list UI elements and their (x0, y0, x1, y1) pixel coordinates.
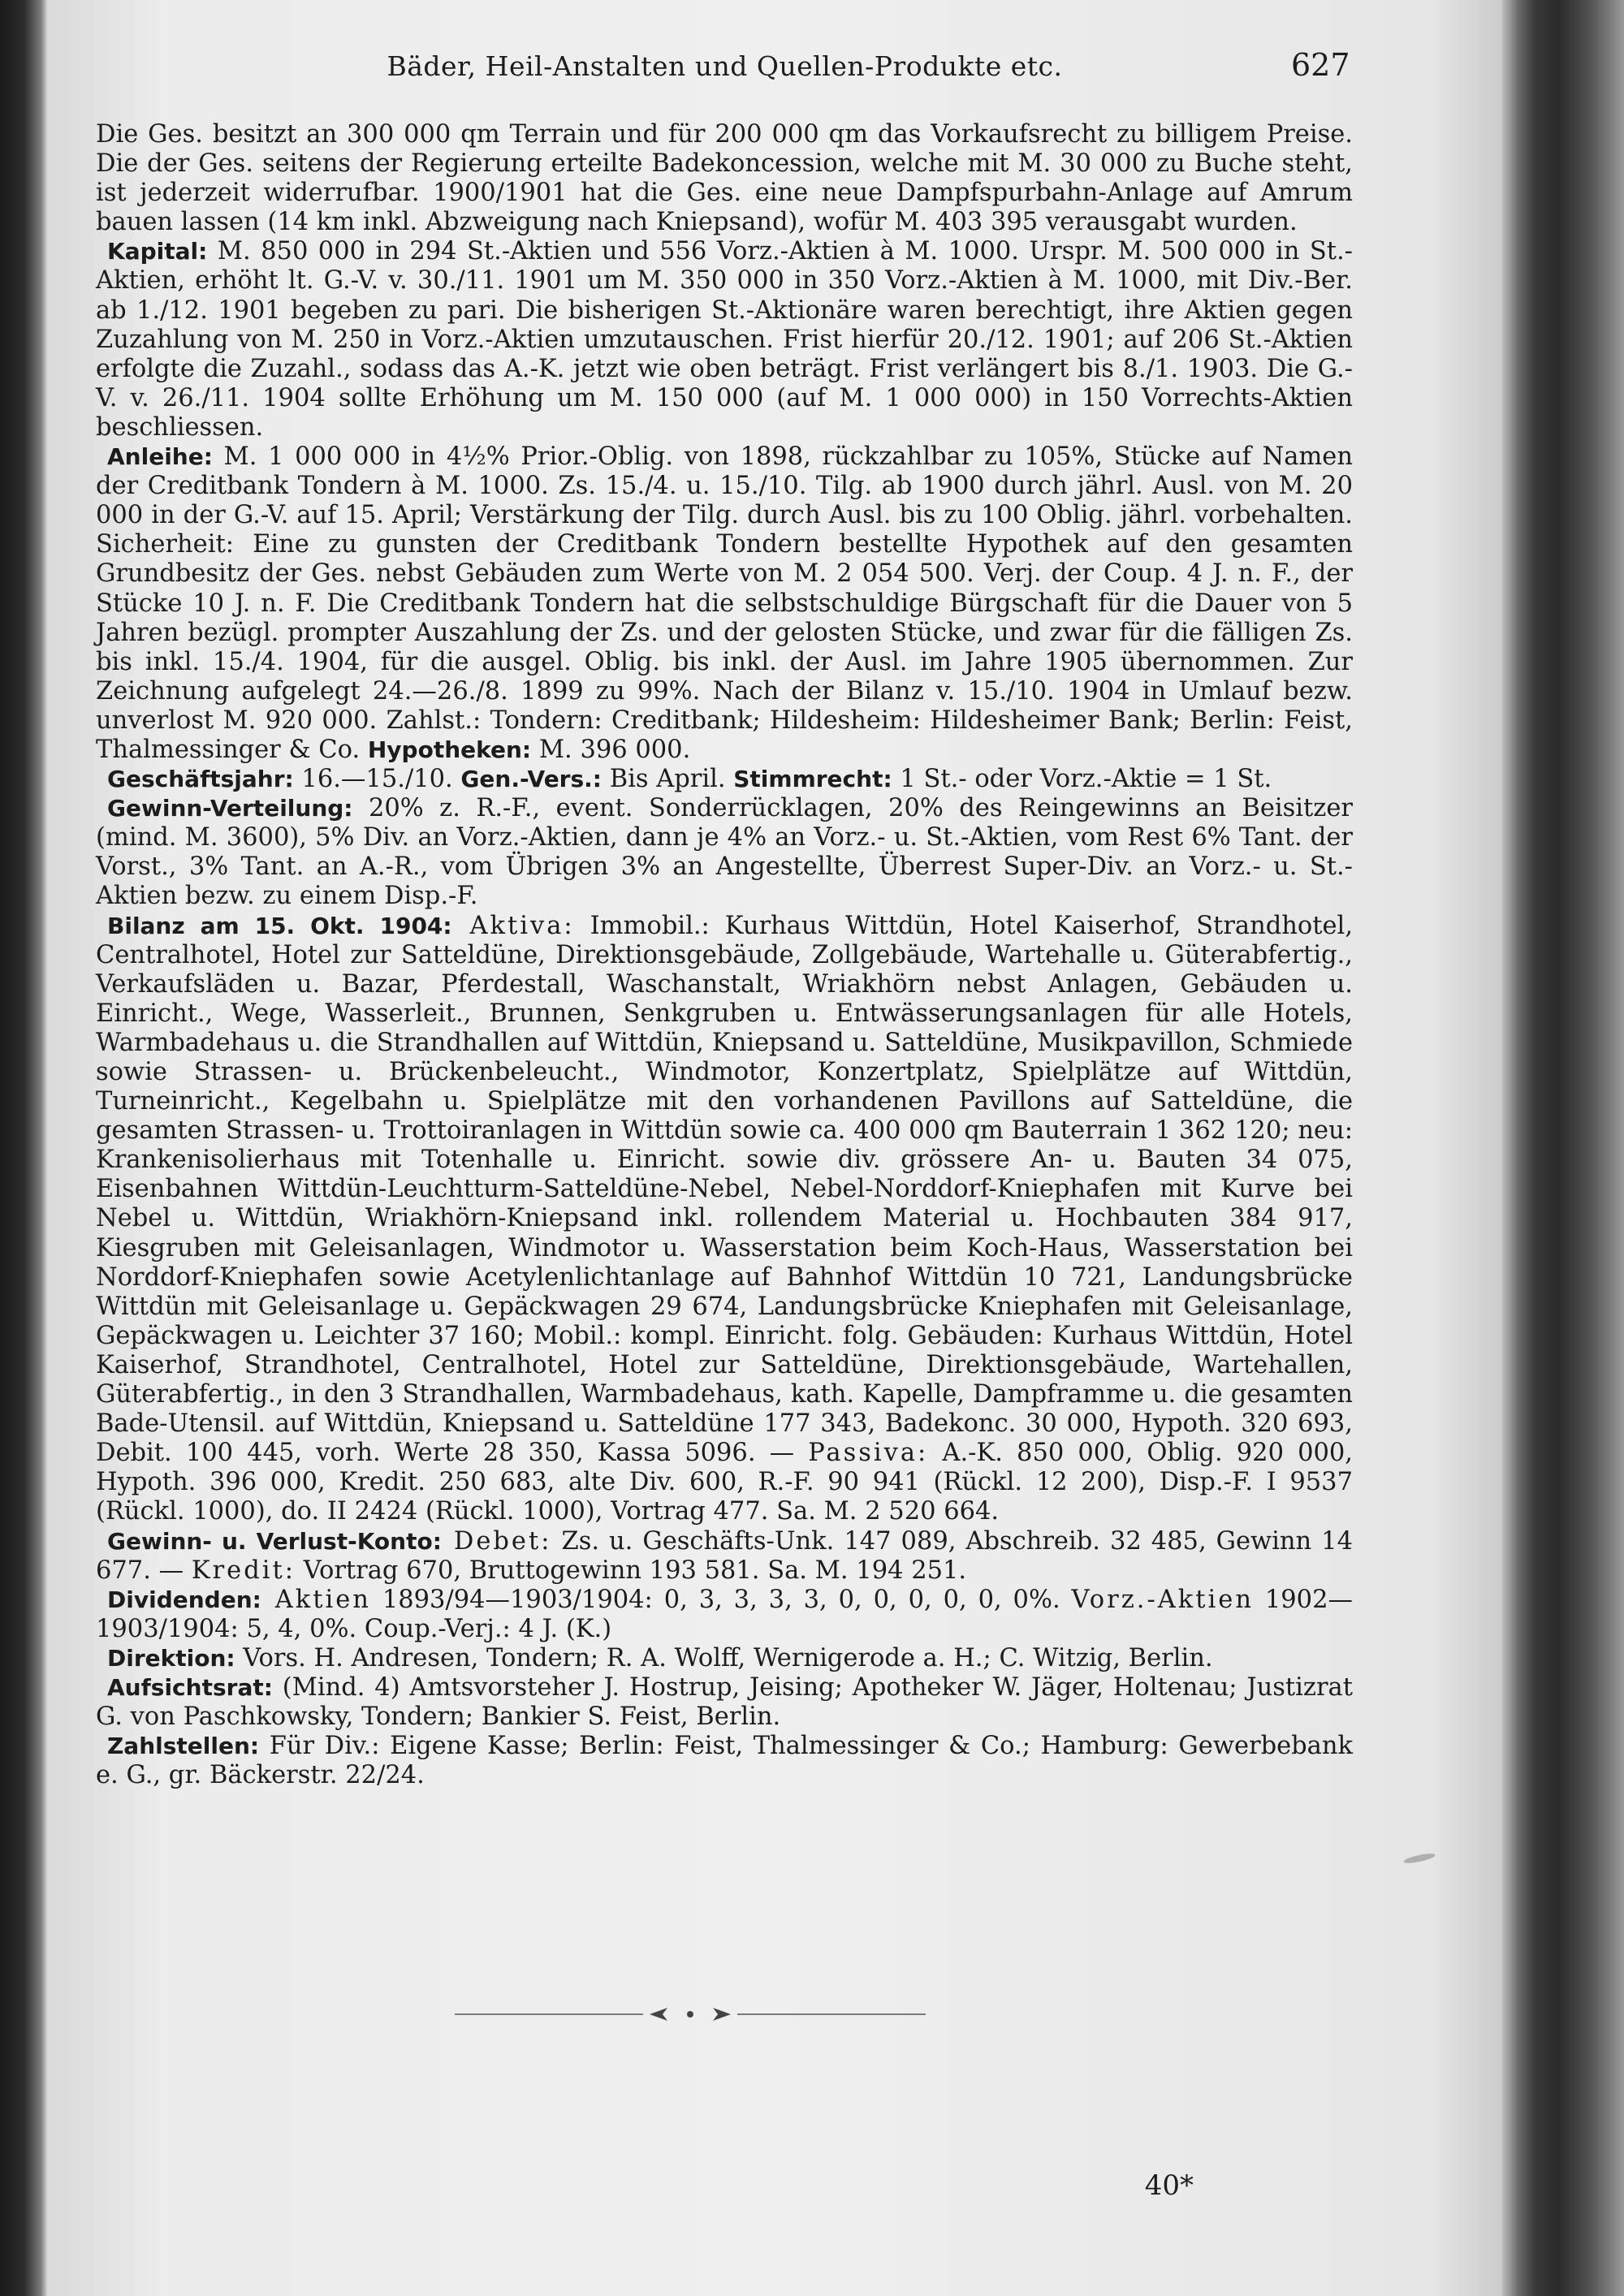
paragraph-kapital (96, 237, 1353, 442)
text-run: M. 396 000. (531, 735, 691, 764)
text-run: Für Div.: Eigene Kasse; Berlin: Feist, Thalmessinger & Co.; Hamburg: Gewerbebank e. G., gr. Bäckerstr. 22/24. (96, 1732, 1353, 1790)
page-number: 627 (1291, 47, 1350, 83)
section-label: Dividenden: (107, 1586, 261, 1613)
spaced-label: Aktiva: (451, 911, 575, 940)
spaced-label: Kredit: (191, 1556, 296, 1585)
scan-shadow-right (1502, 0, 1624, 2296)
section-label: Stimmrecht: (733, 766, 892, 793)
text-run: M. 1 000 000 in 4½% Prior.-Oblig. von 1898, rückzahlbar zu 105%, Stücke auf Namen der Creditbank Tondern à M. 1000. Zs. 15./4. u. 15./10. Tilg. ab 1900 durch jährl. Ausl. von M. 20 000 in der G.-V. auf 15. April; Verstärkung der Tilg. durch Ausl. bis zu 100 Oblig. jährl. vorbehalten. Sicherheit: Eine zu gunsten der Creditbank Tondern bestellte Hypothek auf den gesamten Grundbesitz der Ges. nebst Gebäuden zum Werte von M. 2 054 500. Verj. der Coup. 4 J. n. F., der Stücke 10 J. n. F. Die Creditbank Tondern hat die selbstschuldige Bürgschaft für die Dauer von 5 Jahren bezügl. prompter Auszahlung der Zs. und der gelosten Stücke, und zwar für die fälligen Zs. bis inkl. 15./4. 1904, für die ausgel. Oblig. bis inkl. der Ausl. im Jahre 1905 übernommen. Zur Zeichnung aufgelegt 24.—26./8. 1899 zu 99%. Nach der Bilanz v. 15./10. 1904 in Umlauf bezw. unverlost M. 920 000. Zahlst.: Tondern: Creditbank; Hildesheim: Hildesheimer Bank; Berlin: Feist, Thalmessinger & Co. (96, 442, 1353, 764)
section-label: Geschäftsjahr: (107, 766, 294, 793)
text-run: 16.—15./10. (293, 765, 461, 794)
paragraph-anleihe (96, 442, 1353, 765)
signature-mark: 40* (1144, 2169, 1194, 2202)
scan-shadow-left (0, 0, 47, 2296)
running-title: Bäder, Heil-Anstalten und Quellen-Produkte etc. (387, 50, 1063, 82)
text-run: 1902—1903/1904: 5, 4, 0%. Coup.-Verj.: 4 J. (K.) (96, 1585, 1353, 1643)
text-run: Vortrag 670, Bruttogewinn 193 581. Sa. M. 194 251. (296, 1556, 967, 1585)
section-label: Gewinn- u. Verlust-Konto: (107, 1527, 442, 1555)
text-run: 1893/94—1903/1904: 0, 3, 3, 3, 3, 0, 0, 0, 0, 0, 0%. (370, 1585, 1072, 1614)
paragraph-guv (96, 1527, 1353, 1586)
ornamental-divider (455, 2002, 926, 2026)
paragraph-zahl (96, 1732, 1353, 1790)
paragraph-gesch (96, 765, 1353, 794)
section-label: Anleihe: (107, 443, 213, 471)
text-run: (Mind. 4) Amtsvorsteher J. Hostrup, Jeising; Apotheker W. Jäger, Holtenau; Justizrat G. von Paschkowsky, Tondern; Bankier S. Feist, Berlin. (96, 1672, 1353, 1732)
text-run: 1 St.- oder Vorz.-Aktie = 1 St. (892, 765, 1272, 794)
paragraph-bilanz (96, 912, 1353, 1527)
section-label: Hypotheken: (367, 736, 532, 763)
paragraph-terrain (96, 120, 1353, 237)
section-label: Direktion: (107, 1644, 235, 1672)
text-run: Bis April. (602, 765, 734, 794)
spaced-label: Passiva: (808, 1439, 929, 1468)
section-label: Gewinn-Verteilung: (107, 795, 353, 822)
text-run: A.-K. 850 000, Oblig. 920 000, Hypoth. 396 000, Kredit. 250 683, alte Div. 600, R.-F. 90 941 (Rückl. 12 200), Disp.-F. I 9537 (Rückl. 1000), do. II 2424 (Rückl. 1000), Vortrag 477. Sa. M. 2 520 664. (96, 1439, 1353, 1526)
spaced-label: Aktien (261, 1585, 371, 1614)
paragraph-gewinn-vert (96, 794, 1353, 911)
company-entry-text (96, 120, 1353, 1790)
section-label: Gen.-Vers.: (460, 766, 602, 793)
text-run: 20% z. R.-F., event. Sonderrücklagen, 20% des Reingewinns an Beisitzer (mind. M. 3600), 5% Div. an Vorz.-Aktien, dann je 4% an Vorz.- u. St.-Aktien, vom Rest 6% Tant. der Vorst., 3% Tant. an A.-R., vom Übrigen 3% an Angestellte, Überrest Super-Div. an Vorz.- u. St.-Aktien bezw. zu einem Disp.-F. (96, 794, 1353, 911)
text-run: Zs. u. Geschäfts-Unk. 147 089, Abschreib. 32 485, Gewinn 14 677. — (96, 1526, 1353, 1585)
spaced-label: Debet: (441, 1526, 552, 1556)
text-run: Vors. H. Andresen, Tondern; R. A. Wolff, Wernigerode a. H.; C. Witzig, Berlin. (235, 1643, 1213, 1672)
spaced-label: Vorz.-Aktien (1071, 1585, 1254, 1614)
section-label: Aufsichtsrat: (107, 1673, 273, 1701)
section-label: Kapital: (107, 238, 208, 265)
text-run: M. 850 000 in 294 St.-Aktien und 556 Vorz.-Aktien à M. 1000. Urspr. M. 500 000 in St.-Aktien, erhöht lt. G.-V. v. 30./11. 1901 um M. 350 000 in 350 Vorz.-Aktien à M. 1000, mit Div.-Ber. ab 1./12. 1901 begeben zu pari. Die bisherigen St.-Aktionäre waren berechtigt, ihre Aktien gegen Zuzahlung von M. 250 in Vorz.-Aktien umzutauschen. Frist hierfür 20./12. 1901; auf 206 St.-Aktien erfolgte die Zuzahl., sodass das A.-K. jetzt wie oben beträgt. Frist verlängert bis 8./1. 1903. Die G.-V. v. 26./11. 1904 sollte Erhöhung um M. 150 000 (auf M. 1 000 000) in 150 Vorrechts-Aktien beschliessen. (96, 237, 1353, 442)
section-label: Bilanz am 15. Okt. 1904: (107, 912, 452, 939)
text-run: Die Ges. besitzt an 300 000 qm Terrain und für 200 000 qm das Vorkaufsrecht zu billigem Preise. Die der Ges. seitens der Regierung erteilte Badekoncession, welche mit M. 30 000 zu Buche steht, ist jederzeit widerrufbar. 1900/1901 hat die Ges. eine neue Dampfspurbahn-Anlage auf Amrum bauen lassen (14 km inkl. Abzweigung nach Kniepsand), wofür M. 403 395 verausgabt wurden. (96, 120, 1353, 237)
paragraph-ar (96, 1673, 1353, 1732)
paragraph-div (96, 1586, 1353, 1644)
paragraph-dir (96, 1644, 1353, 1673)
text-run: Immobil.: Kurhaus Wittdün, Hotel Kaiserhof, Strandhotel, Centralhotel, Hotel zur Satteldüne, Direktionsgebäude, Zollgebäude, Wartehalle u. Güterabfertig., Verkaufsläden u. Bazar, Pferdestall, Waschanstalt, Wriakhörn nebst Anlagen, Gebäuden u. Einricht., Wege, Wasserleit., Brunnen, Senkgruben u. Entwässerungsanlagen für alle Hotels, Warmbadehaus u. die Strandhallen auf Wittdün, Kniepsand u. Satteldüne, Musikpavillon, Schmiede sowie Strassen- u. Brückenbeleucht., Windmotor, Konzertplatz, Spielplätze auf Wittdün, Turneinricht., Kegelbahn u. Spielplätze mit den vorhandenen Pavillons auf Satteldüne, die gesamten Strassen- u. Trottoiranlagen in Wittdün sowie ca. 400 000 qm Bauterrain 1 362 120; neu: Krankenisolierhaus mit Totenhalle u. Einricht. sowie div. grössere An- u. Bauten 34 075, Eisenbahnen Wittdün-Leuchtturm-Satteldüne-Nebel, Nebel-Norddorf-Kniephafen mit Kurve bei Nebel u. Wittdün, Wriakhörn-Kniepsand inkl. rollendem Material u. Hochbauten 384 917, Kiesgruben mit Geleisanlagen, Windmotor u. Wasserstation beim Koch-Haus, Wasserstation bei Norddorf-Kniephafen sowie Acetylenlichtanlage auf Bahnhof Wittdün 10 721, Landungsbrücke Wittdün mit Geleisanlage u. Gepäckwagen 29 674, Landungsbrücke Kniephafen mit Geleisanlage, Gepäckwagen u. Leichter 37 160; Mobil.: kompl. Einricht. folg. Gebäuden: Kurhaus Wittdün, Hotel Kaiserhof, Strandhotel, Centralhotel, Hotel zur Satteldüne, Direktionsgebäude, Wartehallen, Güterabfertig., in den 3 Strandhallen, Warmbadehaus, kath. Kapelle, Dampframme u. die gesamten Bade-Utensil. auf Wittdün, Kniepsand u. Satteldüne 177 343, Badekonc. 30 000, Hypoth. 320 693, Debit. 100 445, vorh. Werte 28 350, Kassa 5096. — (96, 911, 1354, 1468)
section-label: Zahlstellen: (107, 1733, 260, 1760)
